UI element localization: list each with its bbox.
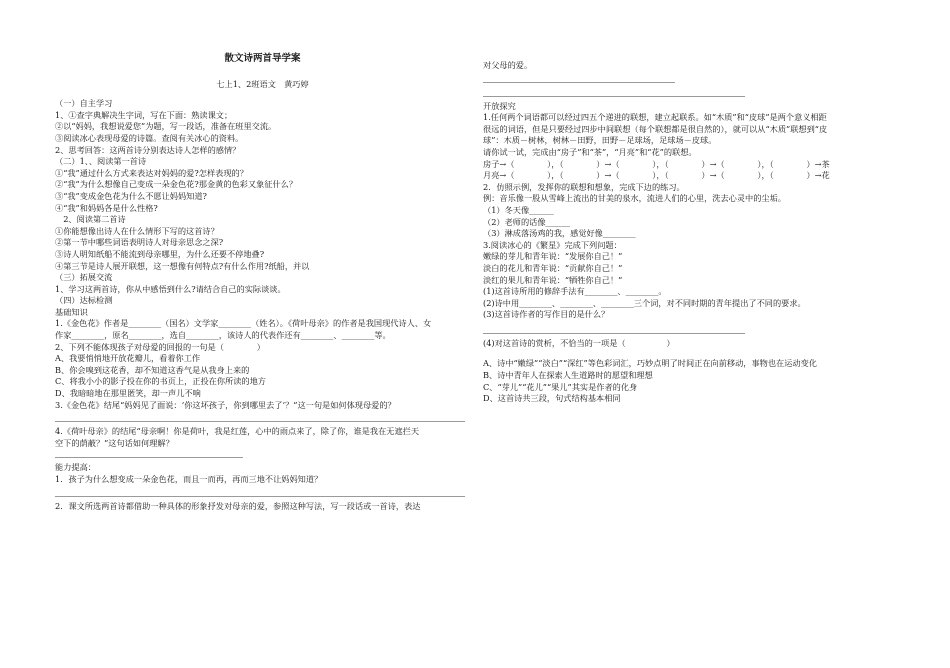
section-heading: 能力提高： — [55, 462, 96, 473]
question-line: (2)诗中用________、________、________三个词，对不同时期的青年提出了不同的要求。 — [483, 297, 806, 308]
section-heading: （四）达标检测 — [55, 295, 113, 306]
question-line: ③诗人明知纸船不能流到母亲哪里，为什么还要不停地叠? — [55, 248, 265, 259]
question-line: 2、下列不能体现孩子对母爱的回报的一句是（ ） — [55, 341, 265, 352]
section-heading: （三）拓展交流 — [55, 272, 113, 283]
poem-line: 淡白的花儿和青年说：“贡献你自己！” — [483, 262, 623, 273]
section-heading: 开放探究 — [483, 100, 516, 111]
question-line: 请你试一试，完成由“房子”和“茶”，“月亮”和“花”的联想。 — [483, 146, 697, 157]
question-line: 1、学习这两首诗，你从中感悟到什么?请结合自己的实际谈谈。 — [55, 283, 286, 294]
option-line: B、你会嗅到这花香，却不知道这香气是从我身上来的 — [55, 364, 250, 375]
question-line: ③“我”变成金色花为什么不愿让妈妈知道? — [55, 190, 207, 201]
fill-line: （3）淋成落汤鸡的我，感觉好像________ — [483, 228, 636, 239]
question-line: 4.《荷叶母亲》的结尾“母亲啊！你是荷叶，我是红莲，心中的雨点来了，除了你，谁是我在无遮拦天 — [55, 426, 420, 437]
question-line: ①“我”通过什么方式来表达对妈妈的爱?怎样表现的？ — [55, 167, 248, 178]
question-line: ④“我”和妈妈各是什么性格? — [55, 202, 158, 213]
question-line: ②“我”为什么想像自己变成一朵金色花?那金黄的色彩又象征什么？ — [55, 179, 298, 190]
question-line: 2．课文所选两首诗都借助一种具体的形象抒发对母亲的爱，参照这种写法，写一段话或一首诗，表达 — [55, 500, 421, 511]
option-line: B、诗中青年人在探索人生道路时的愿望和理想 — [483, 370, 653, 381]
option-line: D、我暗暗地在那里匿笑，却一声儿不响 — [55, 388, 201, 399]
question-line: (4)对这首诗的赏析，不恰当的一项是（ ） — [483, 337, 675, 348]
association-chain: 月亮→（ ），（ ）→（ ），（ ）→（ ），（ ）→花 — [483, 170, 830, 181]
section-heading: 基础知识 — [55, 306, 88, 317]
question-line: 3.《金色花》结尾“妈妈见了面说：‘你这坏孩子，你到哪里去了’？”这一句是如何体现母爱的？ — [55, 399, 396, 410]
question-line: ③阅读冰心表现母爱的诗篇。查阅有关冰心的资料。 — [55, 132, 244, 143]
option-line: A、诗中“嫩绿”“淡白”“深红”等色彩词汇，巧妙点明了时间正在向前移动，事物也在运动变化 — [483, 358, 817, 369]
option-line: D、这首诗共三段，句式结构基本相同 — [483, 393, 621, 404]
question-line: (1)这首诗所用的修辞手法有________、________。 — [483, 286, 667, 297]
question-line: ②第一节中哪些词语表明诗人对母亲思念之深? — [55, 237, 224, 248]
question-line: 1．孩子为什么想变成一朵金色花，而且一而再，再而三地不让妈妈知道？ — [55, 474, 323, 484]
fill-line: （2）老师的话像______ — [483, 216, 571, 227]
page-title: 散文诗两首导学案 — [224, 53, 301, 64]
right-column — [483, 0, 903, 405]
question-line: 3.阅读冰心的《繁星》完成下列问题： — [483, 239, 622, 250]
section-heading: （二）1、、阅读第一首诗 — [55, 156, 147, 167]
question-line: 1.《金色花》作者是________（国名）文学家________（姓名）。《荷叶母亲》的作者是我国现代诗人、女 — [55, 318, 432, 329]
section-heading: （一）自主学习 — [55, 98, 113, 109]
association-chain: 房子→（ ），（ ）→（ ），（ ）→（ ），（ ）→茶 — [483, 158, 830, 169]
question-line: 2、思考回答：这两首诗分别表达诗人怎样的感情？ — [55, 144, 241, 155]
question-line: 球”：木质－树林，树林－田野，田野－足球场，足球场－皮球。 — [483, 135, 717, 146]
question-line: 很远的词语，但是只要经过四步中间联想（每个联想都是很自然的），就可以从“木质”联想到“皮 — [483, 123, 828, 134]
question-line: 对父母的爱。 — [483, 60, 533, 70]
question-line: (3)这首诗作者的写作目的是什么？ — [483, 309, 610, 320]
question-line: ④第三节是诗人展开联想，这一想像有何特点?有什么作用?纸船，并以 — [55, 260, 310, 271]
option-line: C、“芽儿”“花儿”“果儿”其实是作者的化身 — [483, 381, 638, 392]
question-line: ①你能想像出诗人在什么情形下写的这首诗？ — [55, 225, 219, 236]
section-heading: 2、阅读第二首诗 — [55, 214, 126, 225]
fill-line: （1）冬天像______ — [483, 204, 554, 215]
poem-line: 嫩绿的芽儿和青年说：“发展你自己！” — [483, 251, 623, 262]
option-line: C、将我小小的影子投在你的书页上，正投在你所读的地方 — [55, 376, 266, 387]
question-line: 2．仿照示例，发挥你的联想和想象，完成下边的练习。 — [483, 181, 685, 192]
question-line: 1.任何两个词语都可以经过四五个递进的联想，建立起联系。如“木质”和“皮球”是两个意义相距 — [483, 112, 827, 123]
page-subtitle: 七上1、2班语文 黄巧婷 — [216, 78, 309, 89]
poem-line: 淡红的果儿和青年说：“牺牲你自己！” — [483, 274, 623, 285]
question-line: ②以“妈妈，我想说爱您”为题，写一段话，准备在班里交流。 — [55, 121, 277, 132]
example-line: 例：音乐像一股从雪峰上流出的甘美的泉水，流进人们的心里，洗去心灵中的尘垢。 — [483, 193, 786, 204]
question-line: 空下的荫蔽？”这句话如何理解？ — [55, 437, 174, 448]
question-line: 作家________，原名________，选自________，该诗人的代表作还有________、________等。 — [55, 330, 391, 341]
option-line: A、我要悄悄地开放花瓣儿，看着你工作 — [55, 353, 201, 364]
question-line: 1、①查字典解决生字词，写在下面：熟读课文； — [55, 109, 233, 120]
left-column — [55, 0, 470, 512]
